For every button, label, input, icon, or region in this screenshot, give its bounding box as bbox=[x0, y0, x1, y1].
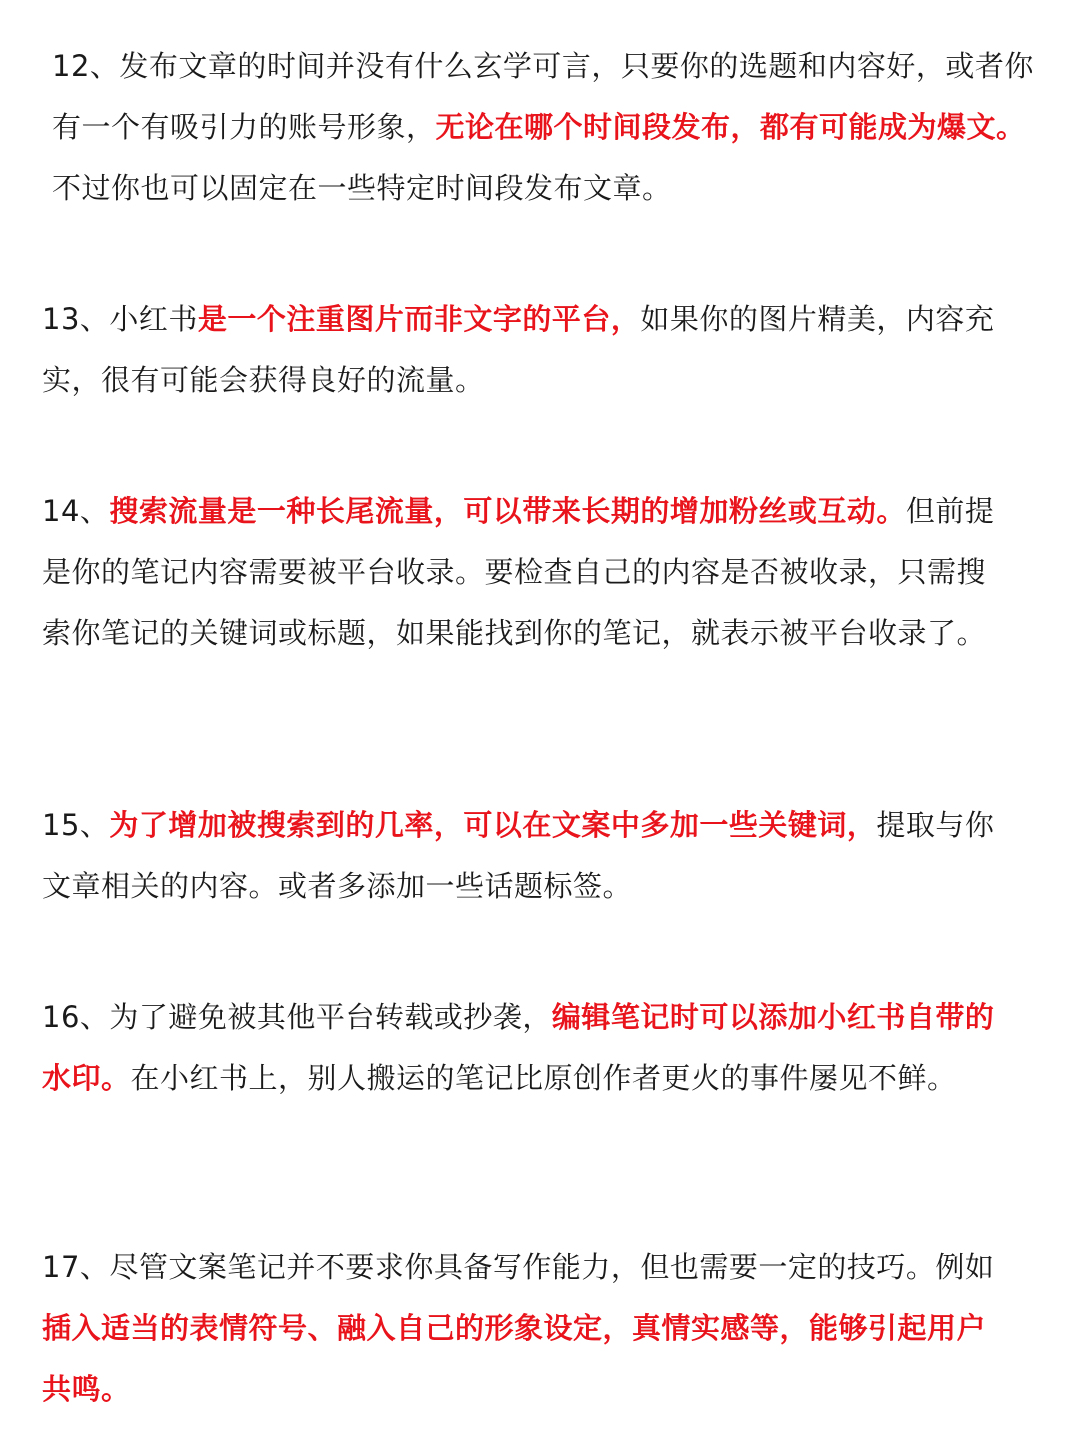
tip-17-highlight: 插入适当的表情符号、融入自己的形象设定，真情实感等，能够引起用户共鸣。 bbox=[42, 1311, 987, 1406]
tip-14-text-start: 14、 bbox=[42, 494, 110, 528]
tip-13-highlight: 是一个注重图片而非文字的平台， bbox=[197, 302, 641, 336]
tip-paragraph-17 bbox=[42, 1237, 1002, 1420]
tip-12-highlight: 无论在哪个时间段发布，都有可能成为爆文。 bbox=[435, 110, 1026, 144]
tip-paragraph-16 bbox=[42, 987, 1002, 1109]
tip-13-text-start: 13、小红书 bbox=[42, 302, 198, 336]
tip-12-text-end: 不过你也可以固定在一些特定时间段发布文章。 bbox=[52, 171, 672, 205]
tip-paragraph-14 bbox=[42, 481, 1002, 664]
tip-paragraph-12 bbox=[52, 36, 1037, 219]
tip-paragraph-15 bbox=[42, 795, 1002, 917]
tip-14-text-end: 但前提是你的笔记内容需要被平台收录。要检查自己的内容是否被收录，只需搜索你笔记的关键词或标题，如果能找到你的笔记，就表示被平台收录了。 bbox=[42, 494, 995, 650]
tip-paragraph-13 bbox=[42, 289, 1032, 411]
tip-14-highlight: 搜索流量是一种长尾流量，可以带来长期的增加粉丝或互动。 bbox=[109, 494, 906, 528]
tip-15-highlight: 为了增加被搜索到的几率，可以在文案中多加一些关键词， bbox=[109, 808, 877, 842]
tip-16-text-start: 16、为了避免被其他平台转载或抄袭， bbox=[42, 1000, 552, 1034]
tip-16-text-end: 在小红书上，别人搬运的笔记比原创作者更火的事件屡见不鲜。 bbox=[130, 1061, 957, 1095]
tip-13-text-end: 如果你的图片精美，内容充实，很有可能会获得良好的流量。 bbox=[42, 302, 995, 397]
tip-12-text-start: 12、发布文章的时间并没有什么玄学可言，只要你的选题和内容好，或者你有一个有吸引力的账号形象， bbox=[52, 49, 1034, 144]
tip-15-text-end: 提取与你文章相关的内容。或者多添加一些话题标签。 bbox=[42, 808, 995, 903]
tip-15-text-start: 15、 bbox=[42, 808, 110, 842]
tip-16-highlight: 编辑笔记时可以添加小红书自带的水印。 bbox=[42, 1000, 995, 1095]
tip-17-text-start: 17、尽管文案笔记并不要求你具备写作能力，但也需要一定的技巧。例如 bbox=[42, 1250, 995, 1284]
